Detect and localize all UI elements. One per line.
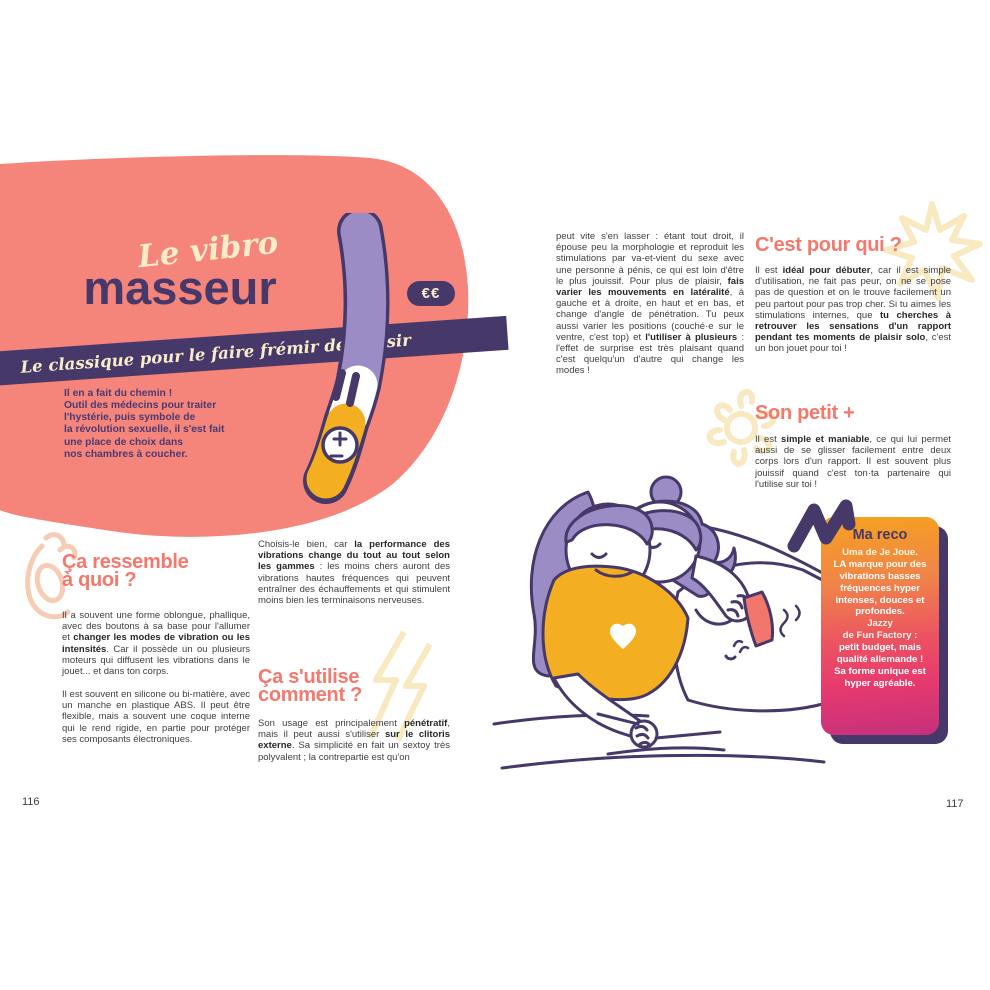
section-heading-pour-qui: C'est pour qui ? [755,234,902,256]
vibrator-wand-illustration [298,213,410,509]
euro-price-badge: €€ [407,281,455,306]
paragraph: Il est souvent en silicone ou bi-matière, avec un manche en plastique ABS. Il peut être flexible, mais a souvent une coque interne qui le rend rigide, en partie pour protéger ses composants électroniques. [62,689,250,745]
section-heading-ressemble: Ça ressemble à quoi ? [62,551,189,592]
reco-body: Uma de Je Joue. LA marque pour des vibrations basses fréquences hyper intenses, douces et profondes. Jazzy de Fun Factory : petit budget, mais qualité allemande ! Sa forme unique est hyper agréable. [833,547,927,689]
title-script: Le vibro [136,224,280,276]
ribbon-tagline: Le classique pour le faire frémir de plaisir [19,330,412,377]
intro-paragraph: Il en a fait du chemin ! Outil des médecins pour traiter l'hystérie, puis symbole de la révolution sexuelle, il s'est fait une place de choix dans nos chambres à coucher. [64,388,225,460]
paragraph: Il est idéal pour débuter, car il est simple d'utilisation, ne fait pas peur, on ne se pose pas de question et on le trouve facilement un peu partout pour pas trop cher. Si tu aimes les stimulations internes, que tu cherches à retrouver les sensations d'un rapport pendant tes moments de plaisir solo, c'est un bon jouet pour toi ! [755,265,952,355]
zigzag-doodle-icon [786,496,862,558]
paragraph: Il est simple et maniable, ce qui lui permet aussi de se glisser facilement entre deux corps lors d'un rapport. Il est souvent plus jouissif quand c'est ton·ta partenaire qui l'utilise sur toi ! [755,434,951,490]
paragraph: peut vite s'en lasser : étant tout droit, il épouse peu la morphologie et reproduit les stimulations par va-et-vient du sexe avec une personne à pénis, ce qui est loin d'être le plus jouissif. Pour plus de plaisir, fais varier les mouvements en latéralité, à gauche et à droite, en haut et en bas, et change d'angle de pénétration. Tu peux aussi varier les positions (couché·e sur le ventre, c'est top) et l'utiliser à plusieurs : l'effet de surprise est très plaisant quand c'est quelqu'un d'autre qui change les modes ! [556,231,744,377]
reco-title: Ma reco [852,527,908,543]
paragraph: Choisis-le bien, car la performance des vibrations change du tout au tout selon les gammes : les moins chers auront des vibrations hautes fréquences qui peuvent entraîner des échauffements et qui stimulent moins bien les terminaisons nerveuses. [258,539,450,607]
page-title: masseur [83,261,277,314]
page-number-right: 117 [946,798,964,810]
paragraph: Il a souvent une forme oblongue, phallique, avec des boutons à sa base pour l'allumer et changer les modes de vibration ou les intensités. Car il possède un ou plusieurs moteurs qui diffusent les vibrations dans le jouet... et dans ton corps. [62,610,250,678]
paragraph: Son usage est principalement pénétratif, mais il peut aussi s'utiliser sur le clitoris externe. Sa simplicité en fait un sextoy très polyvalent ; la contrepartie est qu'on [258,718,450,763]
section-heading-utilise: Ça s'utilise comment ? [258,666,362,707]
couple-illustration [488,462,830,792]
section-heading-petit-plus: Son petit + [755,402,855,424]
page-number-left: 116 [22,796,40,808]
